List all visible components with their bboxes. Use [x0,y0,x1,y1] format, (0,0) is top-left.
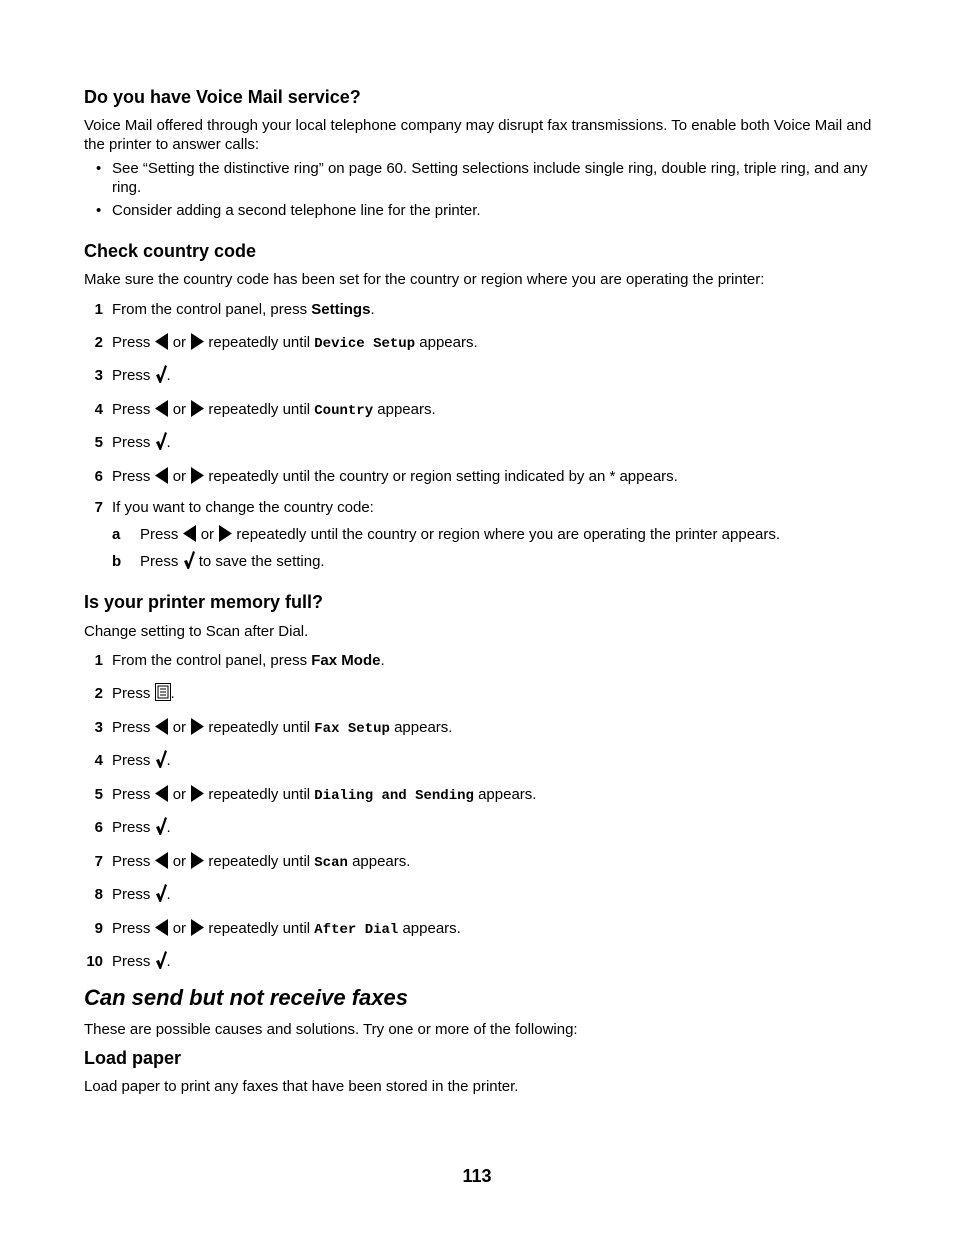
load-paper-text: Load paper to print any faxes that have been stored in the printer. [84,1078,519,1095]
step-number: 3 [94,367,103,384]
right-arrow-icon [190,400,204,417]
step-number: 9 [94,920,103,937]
step-number: 7 [94,853,103,870]
step-text: to save the setting. [198,553,325,570]
step-text: or [172,719,187,736]
step [84,399,436,421]
checkmark-icon [155,365,167,383]
punct: . [380,652,385,669]
step-number: 6 [94,468,103,485]
settings-label: Settings [311,301,371,318]
display-text: Fax Setup [314,721,390,737]
step-number: 4 [94,752,103,769]
fax-mode-label: Fax Mode [311,652,381,669]
left-arrow-icon [183,525,197,542]
step-text: Press [112,752,151,769]
sub-step [112,551,325,573]
step-text: repeatedly until [208,853,311,870]
step-text: Press [112,953,151,970]
left-arrow-icon [155,467,169,484]
punct: . [166,953,171,970]
step [84,918,461,940]
step-text: Press [112,334,151,351]
bullet-text: See “Setting the distinctive ring” on page 60. Setting selections include single ring, double ring, triple ring, and any ring. [112,160,868,196]
step-text: Press [112,719,151,736]
right-arrow-icon [190,785,204,802]
menu-icon [155,683,171,701]
step-text: Press [112,434,151,451]
step-text: Press [112,853,151,870]
display-text: Country [314,403,374,419]
step-text: Press [112,401,151,418]
heading-printer-memory-full: Is your printer memory full? [84,592,324,612]
step-text: Press [112,685,151,702]
checkmark-icon [155,884,167,902]
checkmark-icon [155,951,167,969]
right-arrow-icon [190,852,204,869]
step-text: appears. [478,786,537,803]
step [84,817,171,839]
bullet-dot: • [96,202,102,219]
left-arrow-icon [155,333,169,350]
step-number: 5 [94,786,103,803]
step-text: repeatedly until [208,786,311,803]
heading-check-country-code: Check country code [84,241,257,261]
step [84,365,171,387]
step-text: Press [112,920,151,937]
punct: . [166,886,171,903]
memory-intro: Change setting to Scan after Dial. [84,623,309,640]
step-number: 2 [94,334,103,351]
heading-cannot-receive-faxes: Can send but not receive faxes [84,985,408,1010]
right-arrow-icon [190,467,204,484]
step [84,683,175,705]
step-number: 1 [94,301,103,318]
step [84,299,375,321]
sub-step-letter: b [112,553,122,570]
step [84,332,478,354]
step-text: Press [112,786,151,803]
step-text: or [172,853,187,870]
punct: . [370,301,375,318]
step [84,784,536,806]
punct: . [166,367,171,384]
step [84,497,374,519]
step-text: or [172,920,187,937]
list-item [96,159,876,197]
step-text: appears. [377,401,436,418]
step-text: Press [112,819,151,836]
sub-step-letter: a [112,526,121,543]
step-text: From the control panel, press [112,652,308,669]
step [84,951,171,973]
checkmark-icon [155,817,167,835]
step [84,717,452,739]
step [84,432,171,454]
step [84,884,171,906]
step [84,650,385,672]
step-text: Press [140,553,179,570]
left-arrow-icon [155,852,169,869]
left-arrow-icon [155,718,169,735]
checkmark-icon [183,551,195,569]
step-text: From the control panel, press [112,301,308,318]
checkmark-icon [155,750,167,768]
right-arrow-icon [218,525,232,542]
cannot-receive-intro: These are possible causes and solutions. Try one or more of the following: [84,1021,578,1038]
step [84,750,171,772]
step-text: repeatedly until [208,719,311,736]
checkmark-icon [155,432,167,450]
step-number: 6 [94,819,103,836]
step-text: repeatedly until [208,920,311,937]
step-number: 7 [94,499,103,516]
left-arrow-icon [155,785,169,802]
punct: . [166,434,171,451]
step-number: 4 [94,401,103,418]
display-text: Scan [314,855,348,871]
step-text: repeatedly until the country or region where you are operating the printer appears. [236,526,781,543]
step-text: appears. [419,334,478,351]
step [84,851,410,873]
punct: . [166,819,171,836]
step-text: appears. [352,853,411,870]
page-number: 113 [462,1166,492,1186]
step-text: or [200,526,215,543]
step-text: or [172,468,187,485]
step-number: 2 [94,685,103,702]
punct: . [166,752,171,769]
heading-voice-mail: Do you have Voice Mail service? [84,87,361,107]
heading-load-paper: Load paper [84,1048,182,1068]
step-text: Press [140,526,179,543]
step-text: repeatedly until [208,401,311,418]
punct: . [170,685,175,702]
step-text: If you want to change the country code: [112,499,374,516]
list-item [96,201,876,220]
step-text: appears. [394,719,453,736]
step-number: 3 [94,719,103,736]
voice-mail-intro: Voice Mail offered through your local telephone company may disrupt fax transmissions. To enable both Voice Mail and the printer to answer calls: [84,117,872,153]
step-text: Press [112,468,151,485]
display-text: Device Setup [314,336,416,352]
step-number: 5 [94,434,103,451]
step-text: repeatedly until the country or region setting indicated by an * appears. [208,468,678,485]
left-arrow-icon [155,400,169,417]
right-arrow-icon [190,919,204,936]
step-text: or [172,786,187,803]
left-arrow-icon [155,919,169,936]
display-text: After Dial [314,922,399,938]
step-text: or [172,334,187,351]
step-text: appears. [402,920,461,937]
bullet-text: Consider adding a second telephone line for the printer. [112,202,481,219]
display-text: Dialing and Sending [314,788,474,804]
step-text: or [172,401,187,418]
right-arrow-icon [190,333,204,350]
step-text: Press [112,886,151,903]
country-intro: Make sure the country code has been set for the country or region where you are operating the printer: [84,271,765,288]
bullet-dot: • [96,160,102,177]
step-number: 8 [94,886,103,903]
step-text: Press [112,367,151,384]
step [84,466,678,488]
step-text: repeatedly until [208,334,311,351]
sub-step [112,524,780,546]
step-number: 10 [86,953,103,970]
right-arrow-icon [190,718,204,735]
step-number: 1 [94,652,103,669]
